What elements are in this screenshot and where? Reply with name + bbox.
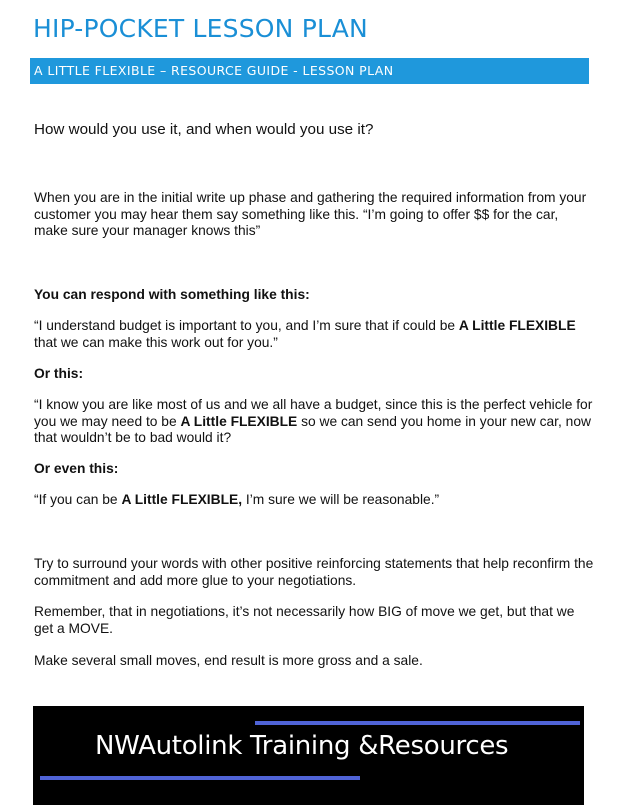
footer-accent-line-top: [255, 721, 580, 725]
quote-three-end: I’m sure we will be reasonable.”: [242, 492, 440, 507]
respond-heading: You can respond with something like this:: [34, 287, 310, 302]
small-moves-paragraph: Make several small moves, end result is more gross and a sale.: [34, 653, 423, 668]
quote-two-start: “I know you are like most of us and we all have a budget, since this is the perfect vehicle for you we may need to be: [34, 397, 593, 429]
section-banner: [30, 58, 589, 84]
footer-brand-text: NWAutolink Training &Resources: [95, 731, 509, 761]
quote-one-end: that we can make this work out for you.”: [34, 334, 278, 350]
quote-two-end: so we can send you home in your new car, now that wouldn’t be to bad would it?: [34, 413, 591, 445]
quote-two-emphasis: A Little FLEXIBLE: [180, 413, 298, 429]
quote-one-emphasis: A Little FLEXIBLE: [458, 318, 576, 333]
reinforce-paragraph: Try to surround your words with other positive reinforcing statements that help reconfirm the commitment and add more glue to your negotiations.: [34, 556, 594, 588]
document-title: HIP-POCKET LESSON PLAN: [33, 14, 368, 43]
quote-one: [34, 318, 594, 351]
quote-three: [34, 492, 594, 509]
or-this-heading: Or this:: [34, 366, 84, 381]
footer-logo-banner: [33, 706, 584, 805]
quote-two: [34, 397, 594, 447]
or-even-this-heading: Or even this:: [34, 461, 119, 476]
footer-accent-line-bottom: [40, 776, 360, 780]
negotiation-paragraph: Remember, that in negotiations, it’s not necessarily how BIG of move we get, but that we get a MOVE.: [34, 604, 575, 636]
quote-three-start: “If you can be: [34, 492, 122, 507]
intro-paragraph: When you are in the initial write up phase and gathering the required information from your customer you may hear them say something like this. “I’m going to offer $$ for the car, make sure your manager knows this”: [34, 190, 587, 238]
banner-text: A LITTLE FLEXIBLE – RESOURCE GUIDE - LESSON PLAN: [34, 63, 394, 78]
question-heading: How would you use it, and when would you use it?: [34, 121, 374, 138]
quote-three-emphasis: A Little FLEXIBLE,: [121, 492, 243, 507]
quote-one-start: “I understand budget is important to you, and I’m sure that if could be: [34, 318, 459, 333]
